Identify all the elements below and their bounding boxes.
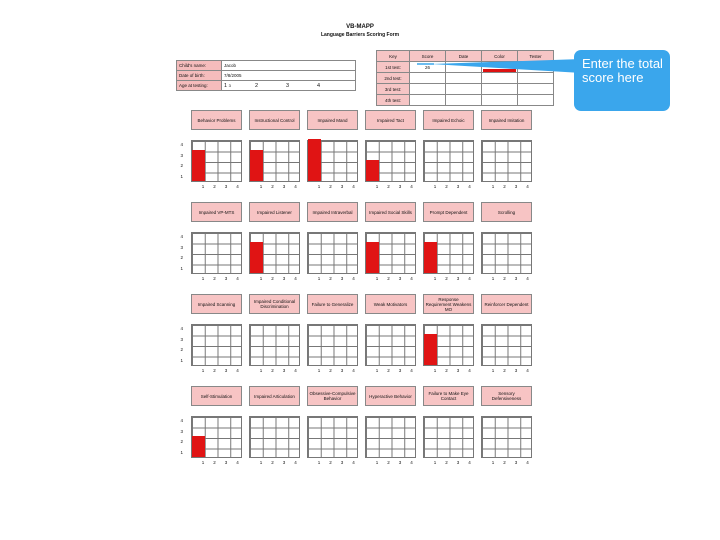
x-tick-label: 3 <box>514 460 518 465</box>
x-tick-label: 2 <box>213 184 216 189</box>
barrier-header: Scrolling <box>481 202 532 222</box>
x-tick-label: 2 <box>213 460 216 465</box>
x-tick-label: 1 <box>491 184 495 189</box>
callout-box: Enter the total score here <box>574 50 670 111</box>
x-tick-label: 2 <box>445 368 448 373</box>
x-tick-label: 1 <box>433 276 437 281</box>
x-tick-label: 2 <box>445 184 448 189</box>
barrier-header: Hyperactive Behavior <box>365 386 416 406</box>
x-tick-label: 1 <box>375 460 379 465</box>
key-row-label: 2nd test: <box>377 73 410 84</box>
x-tick-label: 3 <box>282 184 286 189</box>
x-tick-label: 2 <box>213 276 216 281</box>
barrier-header: Impaired Tact <box>365 110 416 130</box>
x-tick-label: 4 <box>526 460 529 465</box>
x-tick-label: 1 <box>317 460 321 465</box>
info-label: Child's name: <box>177 61 222 71</box>
x-tick-label: 2 <box>329 276 332 281</box>
barrier-header: Self-Stimulation <box>191 386 242 406</box>
child-name-field[interactable]: Jacob <box>222 61 356 71</box>
x-tick-label: 3 <box>340 276 344 281</box>
y-tick-label: 3 <box>180 152 183 158</box>
x-tick-label: 1 <box>259 460 263 465</box>
x-tick-label: 1 <box>317 184 321 189</box>
x-tick-label: 4 <box>410 184 413 189</box>
x-tick-label: 4 <box>526 276 529 281</box>
x-tick-label: 1 <box>375 184 379 189</box>
y-tick-label: 3 <box>180 244 183 250</box>
color-header: Color <box>482 51 518 62</box>
x-tick-label: 2 <box>503 184 506 189</box>
y-tick-label: 4 <box>180 234 183 239</box>
y-tick-label: 1 <box>180 265 183 271</box>
x-tick-label: 2 <box>271 368 274 373</box>
test-number: 1 3 <box>224 82 231 89</box>
dob-field[interactable]: 7/8/2005 <box>222 71 356 81</box>
x-tick-label: 4 <box>410 276 413 281</box>
x-tick-label: 2 <box>271 460 274 465</box>
barrier-header: Sensory Defensiveness <box>481 386 532 406</box>
x-tick-label: 1 <box>259 276 263 281</box>
info-label: Date of birth: <box>177 71 222 81</box>
x-tick-label: 2 <box>387 184 390 189</box>
x-tick-label: 2 <box>503 276 506 281</box>
x-tick-label: 4 <box>352 460 355 465</box>
x-tick-label: 1 <box>259 184 263 189</box>
key-row-label: 3rd test: <box>377 84 410 95</box>
y-tick-label: 2 <box>180 163 183 168</box>
x-tick-label: 3 <box>282 276 286 281</box>
x-tick-label: 2 <box>271 276 274 281</box>
x-tick-label: 3 <box>398 460 402 465</box>
x-tick-label: 2 <box>271 184 274 189</box>
x-tick-label: 4 <box>236 460 239 465</box>
x-tick-label: 4 <box>294 460 297 465</box>
x-tick-label: 4 <box>352 276 355 281</box>
x-tick-label: 4 <box>236 368 239 373</box>
y-tick-label: 3 <box>180 336 183 342</box>
form-subtitle: Language Barriers Scoring Form <box>320 32 400 38</box>
x-tick-label: 4 <box>236 276 239 281</box>
x-tick-label: 1 <box>201 184 205 189</box>
barrier-header: Impaired Social Skills <box>365 202 416 222</box>
x-tick-label: 3 <box>456 276 460 281</box>
x-tick-label: 3 <box>282 460 286 465</box>
x-tick-label: 2 <box>503 368 506 373</box>
test-number: 4 <box>317 82 321 89</box>
x-tick-label: 3 <box>456 184 460 189</box>
y-tick-label: 2 <box>180 439 183 444</box>
x-tick-label: 1 <box>491 276 495 281</box>
info-label: Age at testing: <box>177 81 222 91</box>
x-tick-label: 4 <box>294 184 297 189</box>
barrier-header: Impaired VP-MTS <box>191 202 242 222</box>
barrier-header: Instructional Control <box>249 110 300 130</box>
x-tick-label: 1 <box>317 276 321 281</box>
x-tick-label: 4 <box>468 184 471 189</box>
x-tick-label: 3 <box>340 184 344 189</box>
x-tick-label: 3 <box>514 276 518 281</box>
x-tick-label: 3 <box>514 368 518 373</box>
x-tick-label: 3 <box>456 460 460 465</box>
test-number: 2 <box>255 82 259 89</box>
barrier-header: Impaired Articulation <box>249 386 300 406</box>
x-tick-label: 1 <box>201 368 205 373</box>
x-tick-label: 4 <box>294 368 297 373</box>
y-tick-label: 3 <box>180 428 183 434</box>
y-tick-label: 2 <box>180 255 183 260</box>
x-tick-label: 3 <box>514 184 518 189</box>
barrier-header: Impaired Conditional Discrimination <box>249 294 300 314</box>
callout-pointer-shape <box>431 59 582 73</box>
barrier-header: Failure to Make Eye Contact <box>423 386 474 406</box>
x-tick-label: 4 <box>352 368 355 373</box>
x-tick-label: 1 <box>259 368 263 373</box>
x-tick-label: 4 <box>526 184 529 189</box>
y-tick-label: 1 <box>180 173 183 179</box>
x-tick-label: 1 <box>201 276 205 281</box>
x-tick-label: 4 <box>410 460 413 465</box>
x-tick-label: 1 <box>433 460 437 465</box>
x-tick-label: 1 <box>201 460 205 465</box>
x-tick-label: 4 <box>468 368 471 373</box>
x-tick-label: 3 <box>340 368 344 373</box>
x-tick-label: 2 <box>213 368 216 373</box>
barrier-header: Weak Motivators <box>365 294 416 314</box>
x-tick-label: 3 <box>224 276 228 281</box>
score-header: Score <box>410 51 446 62</box>
key-row-label: 4th test: <box>377 95 410 106</box>
x-tick-label: 4 <box>236 184 239 189</box>
y-tick-label: 4 <box>180 326 183 331</box>
x-tick-label: 3 <box>224 368 228 373</box>
x-tick-label: 2 <box>445 460 448 465</box>
barrier-header: Impaired Echoic <box>423 110 474 130</box>
x-tick-label: 3 <box>398 276 402 281</box>
x-tick-label: 3 <box>340 460 344 465</box>
y-tick-label: 1 <box>180 357 183 363</box>
x-tick-label: 1 <box>433 368 437 373</box>
barrier-header: Impaired Intraverbal <box>307 202 358 222</box>
x-tick-label: 1 <box>433 184 437 189</box>
barrier-header: Impaired Scanning <box>191 294 242 314</box>
x-tick-label: 4 <box>352 184 355 189</box>
x-tick-label: 2 <box>387 368 390 373</box>
key-header: Key <box>377 51 410 62</box>
x-tick-label: 2 <box>329 460 332 465</box>
x-tick-label: 4 <box>294 276 297 281</box>
x-tick-label: 4 <box>468 276 471 281</box>
x-tick-label: 1 <box>375 276 379 281</box>
x-tick-label: 3 <box>398 368 402 373</box>
date-header: Date <box>446 51 482 62</box>
x-tick-label: 4 <box>526 368 529 373</box>
test-number: 3 <box>286 82 290 89</box>
barrier-header: Prompt Dependent <box>423 202 474 222</box>
tester-header: Tester <box>518 51 554 62</box>
x-tick-label: 3 <box>398 184 402 189</box>
x-tick-label: 2 <box>387 276 390 281</box>
score-field[interactable]: 26 <box>410 62 446 73</box>
x-tick-label: 1 <box>491 460 495 465</box>
x-tick-label: 1 <box>491 368 495 373</box>
barrier-header: Response Requirement Weakens MO <box>423 294 474 314</box>
x-tick-label: 3 <box>224 184 228 189</box>
barrier-header: Impaired Mand <box>307 110 358 130</box>
x-tick-label: 2 <box>503 460 506 465</box>
y-tick-label: 2 <box>180 347 183 352</box>
form-title: VB-MAPP <box>346 24 374 30</box>
y-tick-label: 4 <box>180 142 183 147</box>
barrier-header: Behavior Problems <box>191 110 242 130</box>
y-tick-label: 1 <box>180 449 183 455</box>
x-tick-label: 4 <box>468 460 471 465</box>
barrier-header: Impaired Imitation <box>481 110 532 130</box>
y-tick-label: 4 <box>180 418 183 423</box>
x-tick-label: 2 <box>445 276 448 281</box>
x-tick-label: 3 <box>224 460 228 465</box>
x-tick-label: 2 <box>387 460 390 465</box>
x-tick-label: 4 <box>410 368 413 373</box>
key-row-label: 1st test: <box>377 62 410 73</box>
x-tick-label: 2 <box>329 184 332 189</box>
x-tick-label: 3 <box>282 368 286 373</box>
barrier-header: Failure to Generalize <box>307 294 358 314</box>
barrier-header: Impaired Listener <box>249 202 300 222</box>
x-tick-label: 2 <box>329 368 332 373</box>
x-tick-label: 1 <box>375 368 379 373</box>
x-tick-label: 1 <box>317 368 321 373</box>
barrier-header: Reinforcer Dependent <box>481 294 532 314</box>
barrier-header: Obsessive-Compulsive Behavior <box>307 386 358 406</box>
x-tick-label: 3 <box>456 368 460 373</box>
